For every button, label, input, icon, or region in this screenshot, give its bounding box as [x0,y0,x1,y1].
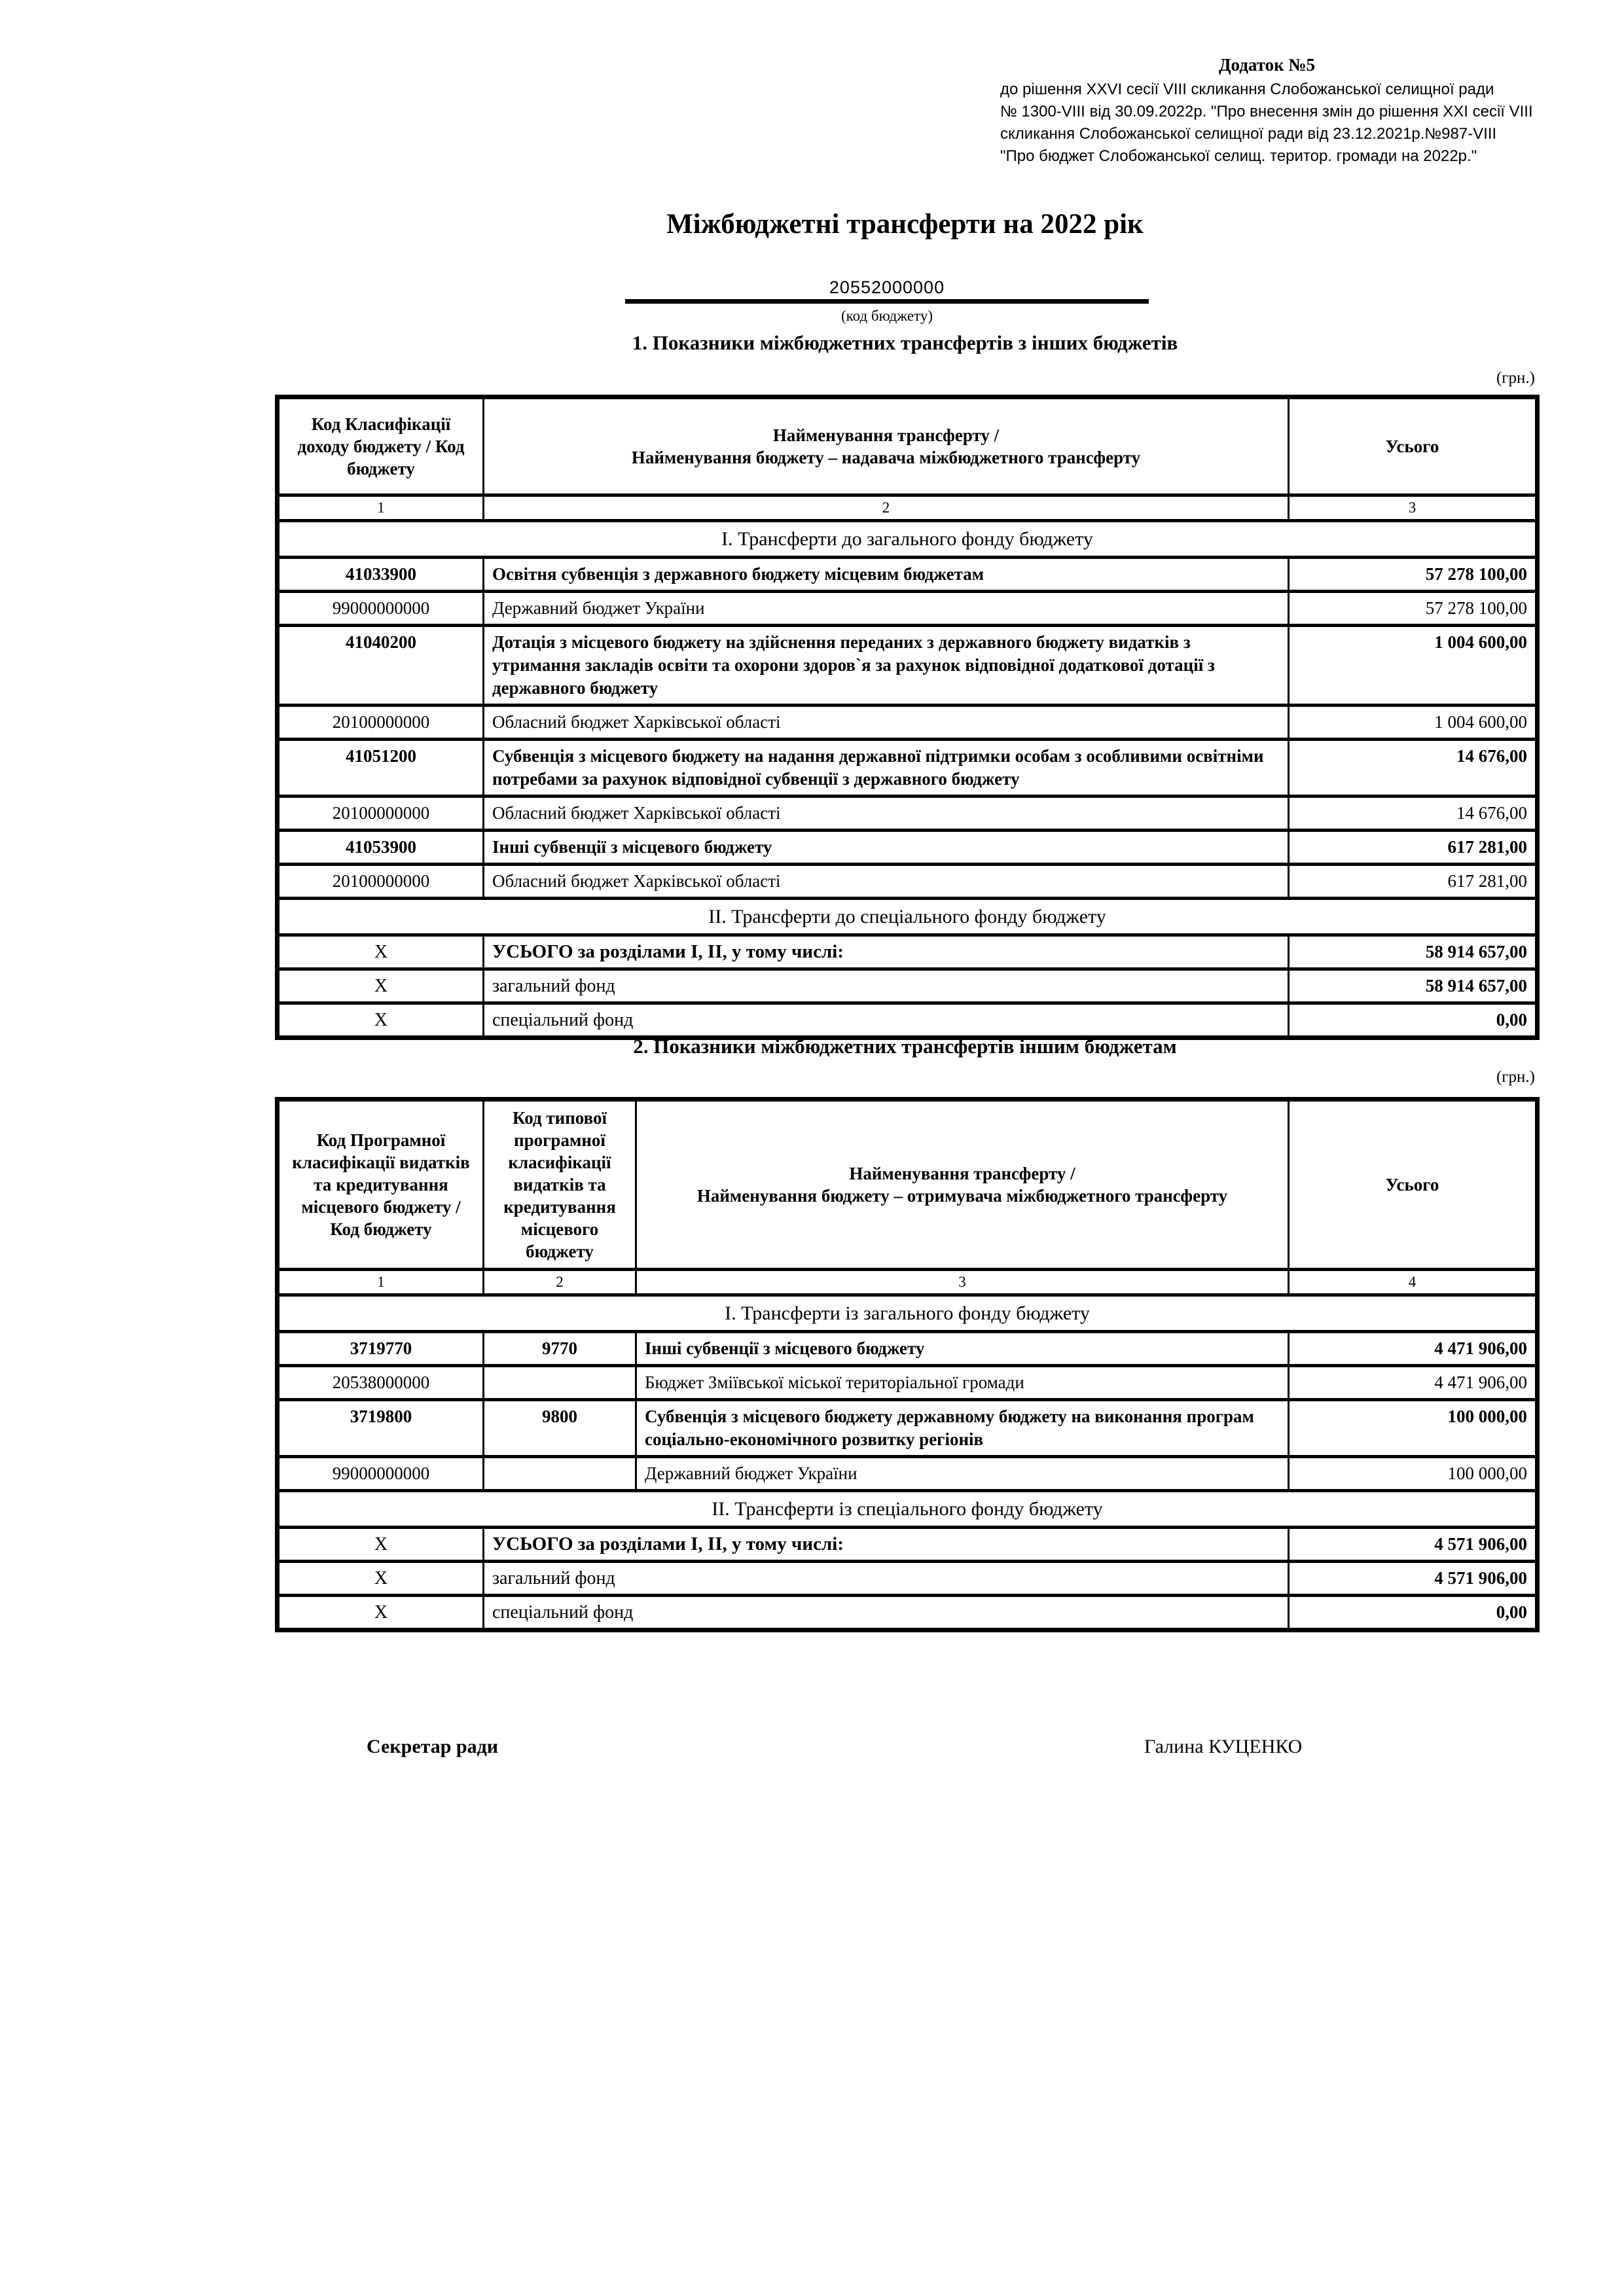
amount-cell: 4 571 906,00 [1289,1562,1538,1596]
section-row-special-fund [278,1491,1538,1528]
name-cell: Інші субвенції з місцевого бюджету [636,1332,1289,1366]
section-row-label: ІІ. Трансферти до спеціального фонду бюджету [278,899,1538,935]
amount-cell: 0,00 [1289,1003,1538,1038]
total-row [278,935,1538,969]
budget-code: 20552000000 [829,278,945,297]
code-cell: 41040200 [278,626,484,706]
code-cell: 41051200 [278,740,484,797]
typical-code-cell: 9770 [484,1332,636,1366]
column-number: 2 [484,1270,636,1295]
column-number: 2 [484,495,1289,521]
appendix-line: до рішення XXVI сесії VIII скликання Слобожанської селищної ради [1000,81,1494,98]
section-row-label: І. Трансферти із загального фонду бюджету [278,1295,1538,1332]
amount-cell: 58 914 657,00 [1289,935,1538,969]
budget-code-label: (код бюджету) [840,308,933,324]
amount-cell: 1 004 600,00 [1289,626,1538,706]
amount-cell: 617 281,00 [1289,831,1538,865]
total-label-cell: загальний фонд [484,1562,1289,1596]
column-number: 3 [1289,495,1538,521]
appendix-line: "Про бюджет Слобожанської селищ. територ. громади на 2022р." [1000,147,1477,165]
program-code-cell: 3719770 [278,1332,484,1366]
x-mark-cell: X [278,1562,484,1596]
code-cell: 20100000000 [278,797,484,831]
table2-col-header-name-line1: Найменування трансферту / [849,1164,1075,1183]
code-cell: 20100000000 [278,706,484,740]
table1-col-header-name-line1: Найменування трансферту / [772,425,1000,445]
amount-cell: 100 000,00 [1289,1400,1538,1457]
table1-col-header-code: Код Класифікації доходу бюджету / Код бюджету [278,397,484,495]
code-cell: 41053900 [278,831,484,865]
amount-cell: 4 471 906,00 [1289,1332,1538,1366]
name-cell: Дотація з місцевого бюджету на здійснення переданих з державного бюджету видатків з утримання закладів освіти та охорони здоров`я за рахунок відповідної додаткової дотації з державного бюджету [484,626,1289,706]
typical-code-cell: 9800 [484,1400,636,1457]
name-cell: Субвенція з місцевого бюджету державному бюджету на виконання програм соціально-економічного розвитку регіонів [636,1400,1289,1457]
budget-code-underline [625,299,1149,304]
table2-col-header-name [636,1100,1289,1270]
program-code-cell: 99000000000 [278,1457,484,1491]
budget-code-block [625,278,1149,325]
typical-code-cell [484,1457,636,1491]
table2-col-header-name-line2: Найменування бюджету – отримувача міжбюджетного трансферту [696,1186,1228,1206]
table-row [278,797,1538,831]
name-cell: Обласний бюджет Харківської області [484,706,1289,740]
name-cell: Державний бюджет України [636,1457,1289,1491]
total-row-special-fund [278,1003,1538,1038]
name-cell: Освітня субвенція з державного бюджету місцевим бюджетам [484,558,1289,592]
section-row-general-fund [278,1295,1538,1332]
name-cell: Бюджет Зміївської міської територіальної громади [636,1366,1289,1400]
appendix-line: № 1300-VIII від 30.09.2022р. "Про внесення змін до рішення XXI сесії VIII [1000,103,1533,120]
x-mark-cell: X [278,969,484,1003]
amount-cell: 4 571 906,00 [1289,1528,1538,1562]
column-number: 1 [278,1270,484,1295]
table1-header-row [278,397,1538,495]
signature-name: Галина КУЦЕНКО [1144,1736,1303,1757]
section-row-label: І. Трансферти до загального фонду бюджету [278,521,1538,558]
table1-col-header-total: Усього [1289,397,1538,495]
name-cell: Обласний бюджет Харківської області [484,797,1289,831]
table2-header-row [278,1100,1538,1270]
total-row-general-fund [278,969,1538,1003]
table-row [278,740,1538,797]
x-mark-cell: X [278,1596,484,1630]
total-label-cell: спеціальний фонд [484,1003,1289,1038]
table1-col-header-name [484,397,1289,495]
amount-cell: 14 676,00 [1289,797,1538,831]
section-row-label: ІІ. Трансферти із спеціального фонду бюджету [278,1491,1538,1528]
total-row-special-fund [278,1596,1538,1630]
amount-cell: 617 281,00 [1289,865,1538,899]
table1-column-numbers-row [278,495,1538,521]
table-row [278,831,1538,865]
total-label-cell: УСЬОГО за розділами І, ІІ, у тому числі: [484,1528,1289,1562]
currency-note-2: (грн.) [1496,1068,1535,1086]
program-code-cell: 3719800 [278,1400,484,1457]
code-cell: 20100000000 [278,865,484,899]
section-row-general-fund [278,521,1538,558]
table2-column-numbers-row [278,1270,1538,1295]
section1-heading: 1. Показники міжбюджетних трансфертів з інших бюджетів [632,331,1178,354]
name-cell: Державний бюджет України [484,592,1289,626]
name-cell: Субвенція з місцевого бюджету на надання державної підтримки особам з особливими освітніми потребами за рахунок відповідної субвенції з державного бюджету [484,740,1289,797]
total-row-general-fund [278,1562,1538,1596]
total-label-cell: спеціальний фонд [484,1596,1289,1630]
amount-cell: 4 471 906,00 [1289,1366,1538,1400]
table-row [278,706,1538,740]
column-number: 1 [278,495,484,521]
table2-col-header-program-code: Код Програмної класифікації видатків та кредитування місцевого бюджету / Код бюджету [278,1100,484,1270]
amount-cell: 14 676,00 [1289,740,1538,797]
transfers-to-other-budgets-table [275,1097,1540,1632]
total-row [278,1528,1538,1562]
amount-cell: 1 004 600,00 [1289,706,1538,740]
table-row [278,558,1538,592]
x-mark-cell: X [278,935,484,969]
program-code-cell: 20538000000 [278,1366,484,1400]
total-label-cell: УСЬОГО за розділами І, ІІ, у тому числі: [484,935,1289,969]
amount-cell: 100 000,00 [1289,1457,1538,1491]
table-row [278,1457,1538,1491]
appendix-line: скликання Слобожанської селищної ради від 23.12.2021р.№987-VIII [1000,125,1497,143]
name-cell: Обласний бюджет Харківської області [484,865,1289,899]
table2-col-header-total: Усього [1289,1100,1538,1270]
x-mark-cell: X [278,1528,484,1562]
x-mark-cell: X [278,1003,484,1038]
table-row [278,865,1538,899]
table1-col-header-name-line2: Найменування бюджету – надавача міжбюджетного трансферту [631,448,1141,467]
total-label-cell: загальний фонд [484,969,1289,1003]
section2-heading: 2. Показники міжбюджетних трансфертів іншим бюджетам [633,1035,1177,1058]
transfers-from-other-budgets-table [275,395,1540,1040]
code-cell: 99000000000 [278,592,484,626]
column-number: 4 [1289,1270,1538,1295]
table-row [278,1332,1538,1366]
name-cell: Інші субвенції з місцевого бюджету [484,831,1289,865]
appendix-title: Додаток №5 [1218,55,1316,75]
table-row [278,626,1538,706]
amount-cell: 58 914 657,00 [1289,969,1538,1003]
signature-role: Секретар ради [367,1736,499,1757]
typical-code-cell [484,1366,636,1400]
column-number: 3 [636,1270,1289,1295]
currency-note-1: (грн.) [1496,369,1535,387]
table2-col-header-typical-code: Код типової програмної класифікації видатків та кредитування місцевого бюджету [484,1100,636,1270]
section-row-special-fund [278,899,1538,935]
page-title: Міжбюджетні трансферти на 2022 рік [666,209,1144,240]
table-row [278,592,1538,626]
amount-cell: 57 278 100,00 [1289,592,1538,626]
table-row [278,1366,1538,1400]
appendix-note [1000,54,1534,168]
table-row [278,1400,1538,1457]
amount-cell: 57 278 100,00 [1289,558,1538,592]
amount-cell: 0,00 [1289,1596,1538,1630]
code-cell: 41033900 [278,558,484,592]
